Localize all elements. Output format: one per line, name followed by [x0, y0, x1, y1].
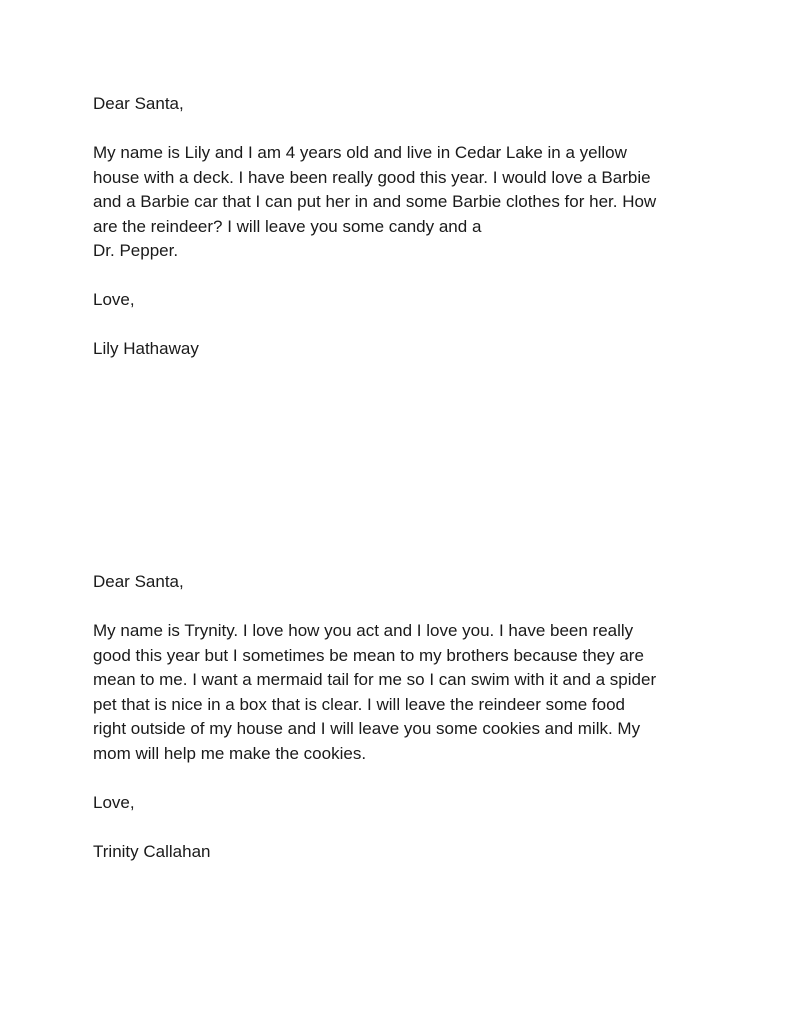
letter-salutation: Dear Santa, — [93, 572, 184, 591]
body-line: house with a deck. I have been really good this year. I would love a Barbie — [93, 167, 651, 187]
paragraph-gap — [93, 117, 713, 142]
letter-body — [93, 141, 713, 264]
paragraph-gap — [93, 766, 713, 791]
letter-trinity — [93, 570, 713, 864]
body-line: pet that is nice in a box that is clear. I will leave the reindeer some food — [93, 694, 626, 714]
paragraph-gap — [93, 313, 713, 338]
body-line: right outside of my house and I will leave you some cookies and milk. My — [93, 719, 641, 738]
body-line: mom will help me make the cookies. — [93, 743, 367, 763]
letter-body — [93, 619, 713, 766]
letter-lily — [93, 92, 713, 362]
body-line: good this year but I sometimes be mean to my brothers because they are — [93, 645, 644, 665]
paragraph-gap — [93, 595, 713, 620]
body-line: My name is Lily and I am 4 years old and live in Cedar Lake in a yellow — [93, 143, 627, 162]
body-line: Dr. Pepper. — [93, 241, 179, 260]
body-line: mean to me. I want a mermaid tail for me so I can swim with it and a spider — [93, 670, 657, 689]
letter-signature: Lily Hathaway — [93, 339, 199, 358]
paragraph-gap — [93, 264, 713, 289]
body-line: and a Barbie car that I can put her in and some Barbie clothes for her. How — [93, 192, 657, 211]
letter-closing: Love, — [93, 792, 135, 812]
letter-signature: Trinity Callahan — [93, 841, 211, 861]
body-line: My name is Trynity. I love how you act and I love you. I have been really — [93, 621, 634, 640]
letter-salutation: Dear Santa, — [93, 94, 184, 113]
body-line: are the reindeer? I will leave you some candy and a — [93, 216, 482, 236]
paragraph-gap — [93, 815, 713, 840]
letter-closing: Love, — [93, 290, 135, 309]
